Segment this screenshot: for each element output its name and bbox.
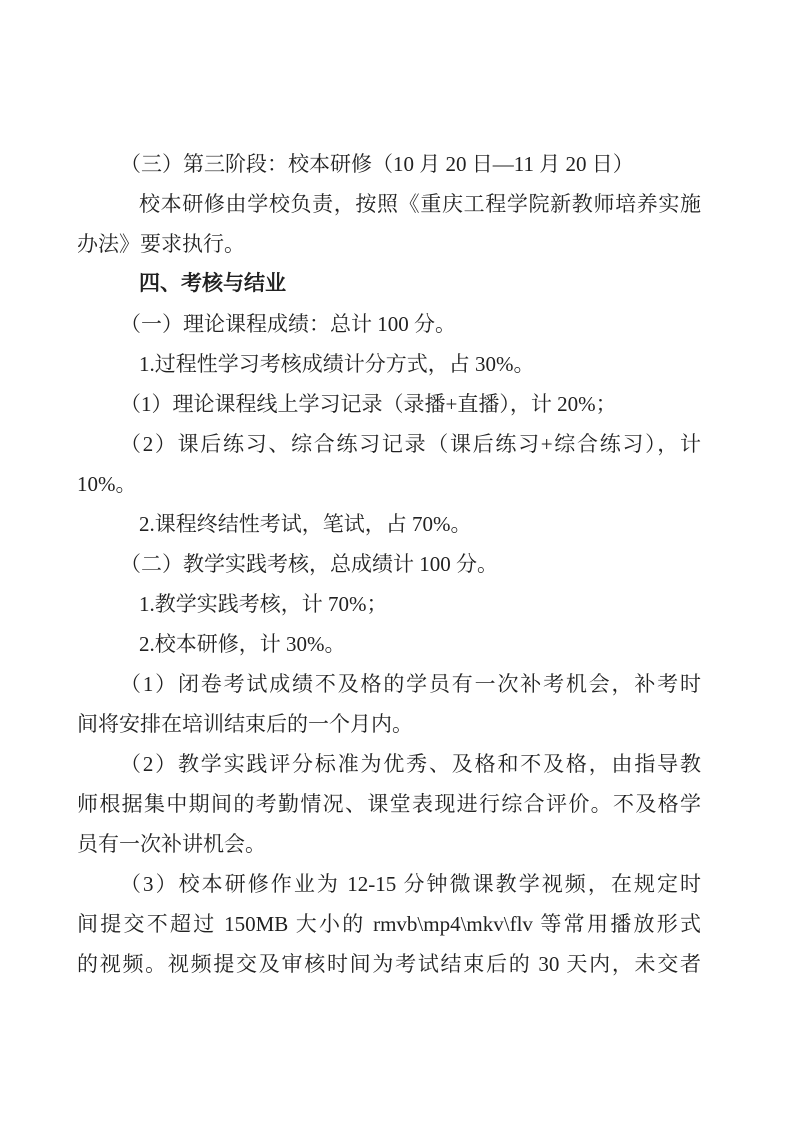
doc-line: 1.教学实践考核，计 70%； (139, 592, 388, 616)
doc-line: 10%。 (77, 472, 137, 496)
doc-line: 员有一次补讲机会。 (77, 832, 266, 856)
doc-line: （1）闭卷考试成绩不及格的学员有一次补考机会，补考时 (120, 672, 701, 696)
doc-line: （一）理论课程成绩：总计 100 分。 (120, 312, 456, 336)
doc-line: 办法》要求执行。 (77, 232, 245, 256)
doc-line: 校本研修由学校负责，按照《重庆工程学院新教师培养实施 (139, 192, 701, 216)
doc-line: （2）课后练习、综合练习记录（课后练习+综合练习），计 (120, 432, 701, 456)
doc-line: 间提交不超过 150MB 大小的 rmvb\mp4\mkv\flv 等常用播放形式 (77, 912, 701, 936)
doc-line: 2.校本研修，计 30%。 (139, 632, 346, 656)
doc-line: （3）校本研修作业为 12-15 分钟微课教学视频，在规定时 (120, 872, 701, 896)
doc-line: （1）理论课程线上学习记录（录播+直播），计 20%； (120, 392, 617, 416)
section-heading: 四、考核与结业 (139, 272, 286, 295)
doc-line: 1.过程性学习考核成绩计分方式，占 30%。 (139, 352, 535, 376)
doc-line: 的视频。视频提交及审核时间为考试结束后的 30 天内，未交者 (77, 952, 701, 976)
doc-line: （二）教学实践考核，总成绩计 100 分。 (120, 552, 498, 576)
doc-line: 师根据集中期间的考勤情况、课堂表现进行综合评价。不及格学 (77, 792, 701, 816)
doc-line: 2.课程终结性考试，笔试，占 70%。 (139, 512, 472, 536)
doc-line: 间将安排在培训结束后的一个月内。 (77, 712, 413, 736)
doc-line: （三）第三阶段：校本研修（10 月 20 日—11 月 20 日） (120, 152, 634, 176)
doc-line: （2）教学实践评分标准为优秀、及格和不及格，由指导教 (120, 752, 701, 776)
